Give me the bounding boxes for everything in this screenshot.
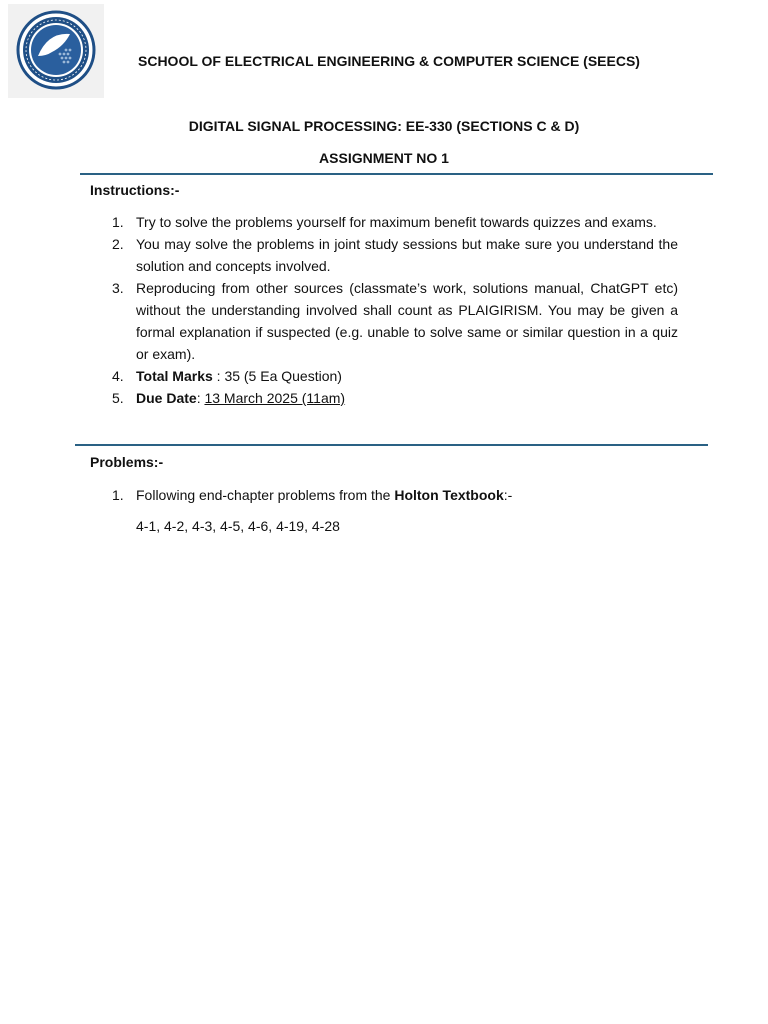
course-title: DIGITAL SIGNAL PROCESSING: EE-330 (SECTIONS C & D) (188, 118, 580, 134)
list-item-text: You may solve the problems in joint study sessions but make sure you understand the solution and concepts involved. (136, 236, 678, 274)
due-date-separator: : (196, 390, 205, 406)
list-item (112, 277, 678, 365)
problems-list (112, 484, 678, 506)
list-item-number: 1. (112, 214, 124, 230)
list-item-number: 4. (112, 368, 124, 384)
divider-middle (75, 444, 708, 446)
due-date-value: 13 March 2025 (11am) (204, 390, 346, 406)
list-item (112, 484, 678, 506)
due-date-label: Due Date (136, 390, 197, 406)
university-seal-icon (8, 4, 104, 98)
problem-numbers: 4-1, 4-2, 4-3, 4-5, 4-6, 4-19, 4-28 (136, 518, 340, 534)
list-item (112, 387, 678, 409)
list-item-number: 1. (112, 487, 124, 503)
list-item-number: 2. (112, 236, 124, 252)
problem-intro: Following end-chapter problems from the (136, 487, 395, 503)
total-marks (136, 365, 678, 387)
instructions-heading: Instructions:- (90, 182, 180, 198)
list-item (112, 211, 678, 233)
due-date (136, 387, 678, 409)
list-item-text: Reproducing from other sources (classmate’s work, solutions manual, ChatGPT etc) without the understanding involved shall count as PLAIGIRISM. You may be given a formal explanation if suspected (e.g. unable to solve same or similar question in a quiz or exam). (136, 280, 678, 362)
textbook-name: Holton Textbook (394, 487, 504, 503)
problems-heading: Problems:- (90, 454, 164, 470)
list-item-text (136, 484, 678, 506)
divider-top (80, 173, 713, 175)
total-marks-value: 35 (5 Ea Question) (224, 368, 342, 384)
university-logo (8, 4, 104, 98)
list-item (112, 365, 678, 387)
problem-intro-suffix: :- (503, 487, 513, 503)
list-item-number: 5. (112, 390, 124, 406)
assignment-title: ASSIGNMENT NO 1 (319, 150, 449, 166)
instructions-list (112, 211, 678, 409)
total-marks-separator: : (212, 368, 225, 384)
list-item (112, 233, 678, 277)
total-marks-label: Total Marks (136, 368, 213, 384)
list-item-text: Try to solve the problems yourself for maximum benefit towards quizzes and exams. (136, 214, 657, 230)
list-item-number: 3. (112, 280, 124, 296)
school-title: SCHOOL OF ELECTRICAL ENGINEERING & COMPUTER SCIENCE (SEECS) (138, 53, 640, 69)
